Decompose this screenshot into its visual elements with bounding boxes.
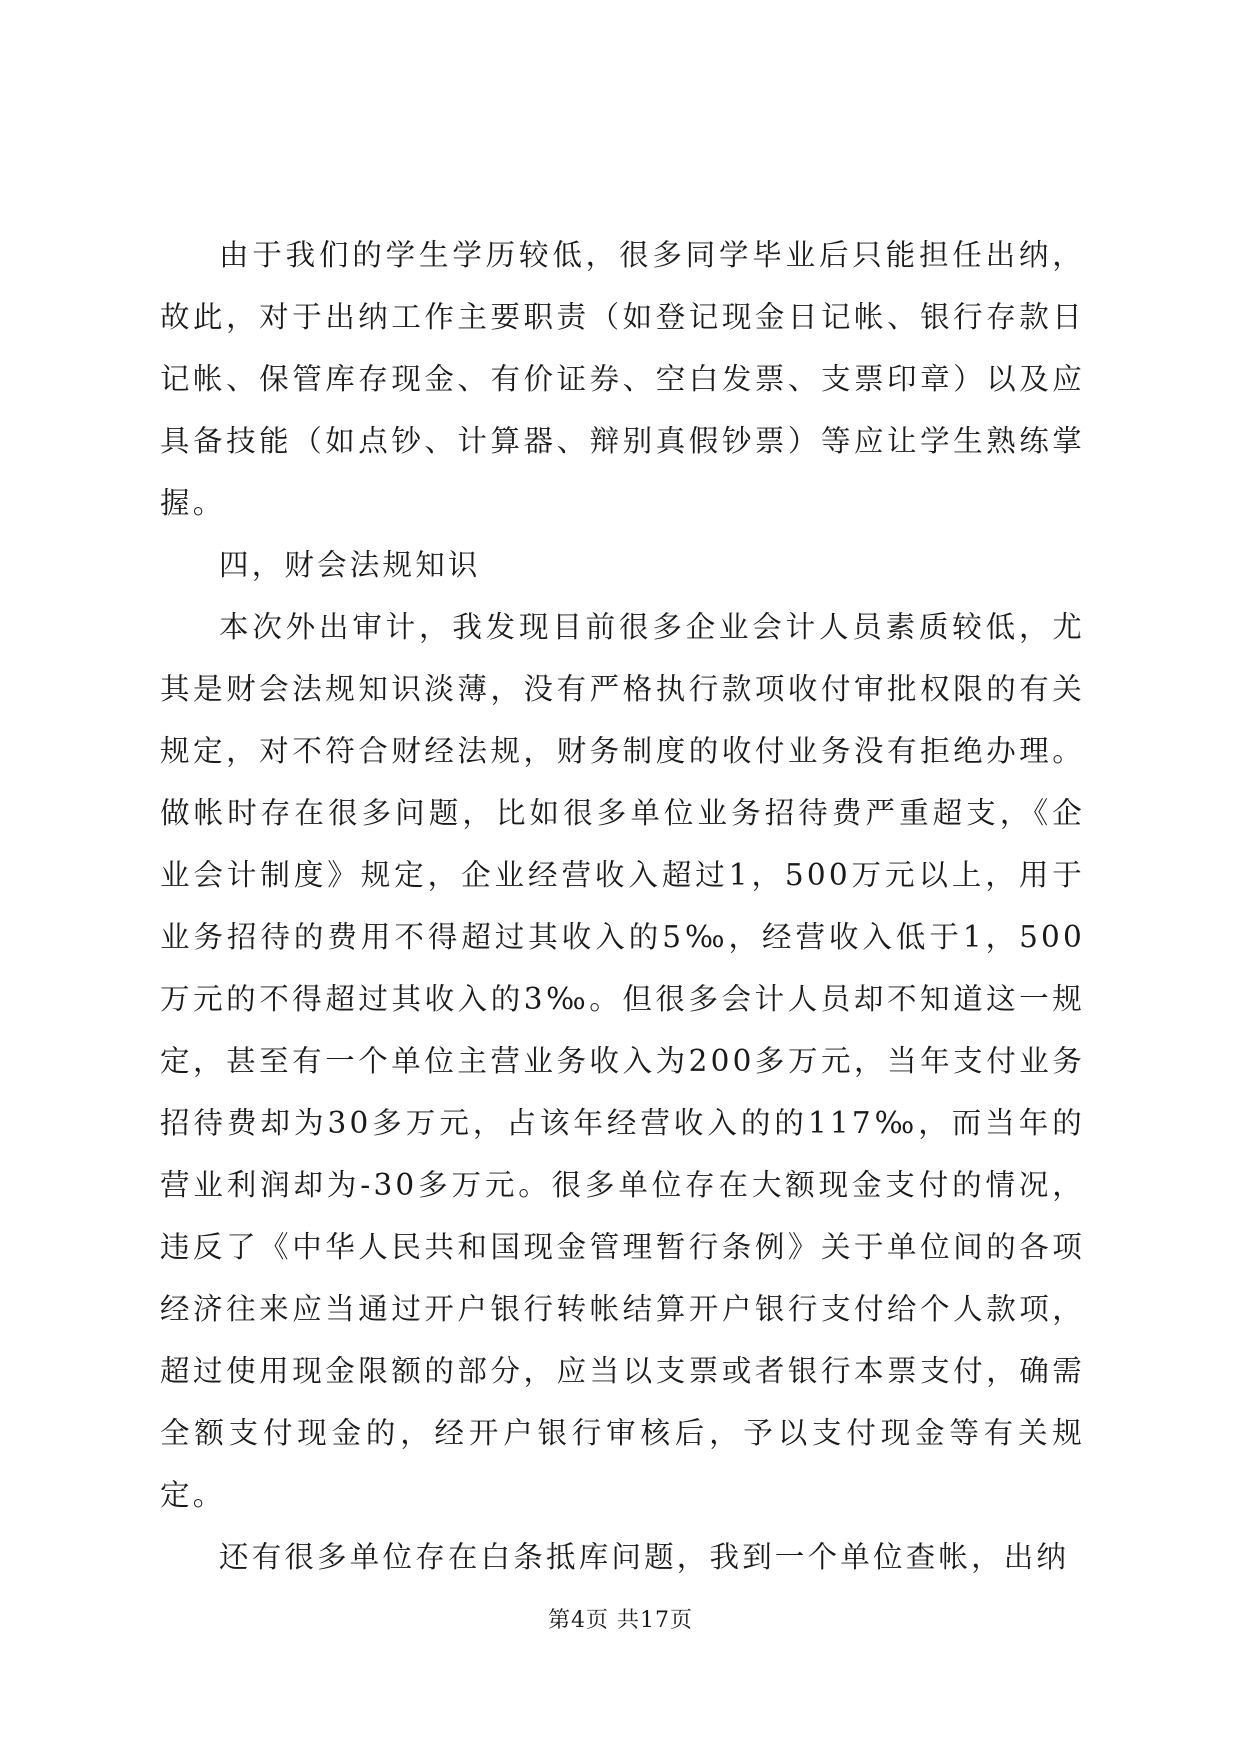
paragraph-audit-findings: 本次外出审计，我发现目前很多企业会计人员素质较低，尤其是财会法规知识淡薄，没有严格执行款项收付审批权限的有关规定，对不符合财经法规，财务制度的收付业务没有拒绝办理。做帐时存在很多问题，比如很多单位业务招待费严重超支，《企业会计制度》规定，企业经营收入超过1，500万元以上，用于业务招待的费用不得超过其收入的5‰，经营收入低于1，500万元的不得超过其收入的3‰。但很多会计人员却不知道这一规定，甚至有一个单位主营业务收入为200多万元，当年支付业务招待费却为30多万元，占该年经营收入的的117‰，而当年的营业利润却为-30多万元。很多单位存在大额现金支付的情况，违反了《中华人民共和国现金管理暂行条例》关于单位间的各项经济往来应当通过开户银行转帐结算开户银行支付给个人款项，超过使用现金限额的部分，应当以支票或者银行本票支付，确需全额支付现金的，经开户银行审核后，予以支付现金等有关规定。 [160, 610, 1085, 1512]
page-number-footer: 第4页 共17页 [548, 1608, 693, 1633]
section-heading-regulations: 四，财会法规知识 [219, 548, 481, 582]
paragraph-iou-problem: 还有很多单位存在白条抵库问题，我到一个单位查帐，出纳 [219, 1540, 1070, 1574]
paragraph-cashier-duties: 由于我们的学生学历较低，很多同学毕业后只能担任出纳，故此，对于出纳工作主要职责（如登记现金日记帐、银行存款日记帐、保管库存现金、有价证券、空白发票、支票印章）以及应具备技能（如点钞、计算器、辩别真假钞票）等应让学生熟练掌握。 [160, 238, 1085, 520]
page-body [160, 224, 1085, 1588]
